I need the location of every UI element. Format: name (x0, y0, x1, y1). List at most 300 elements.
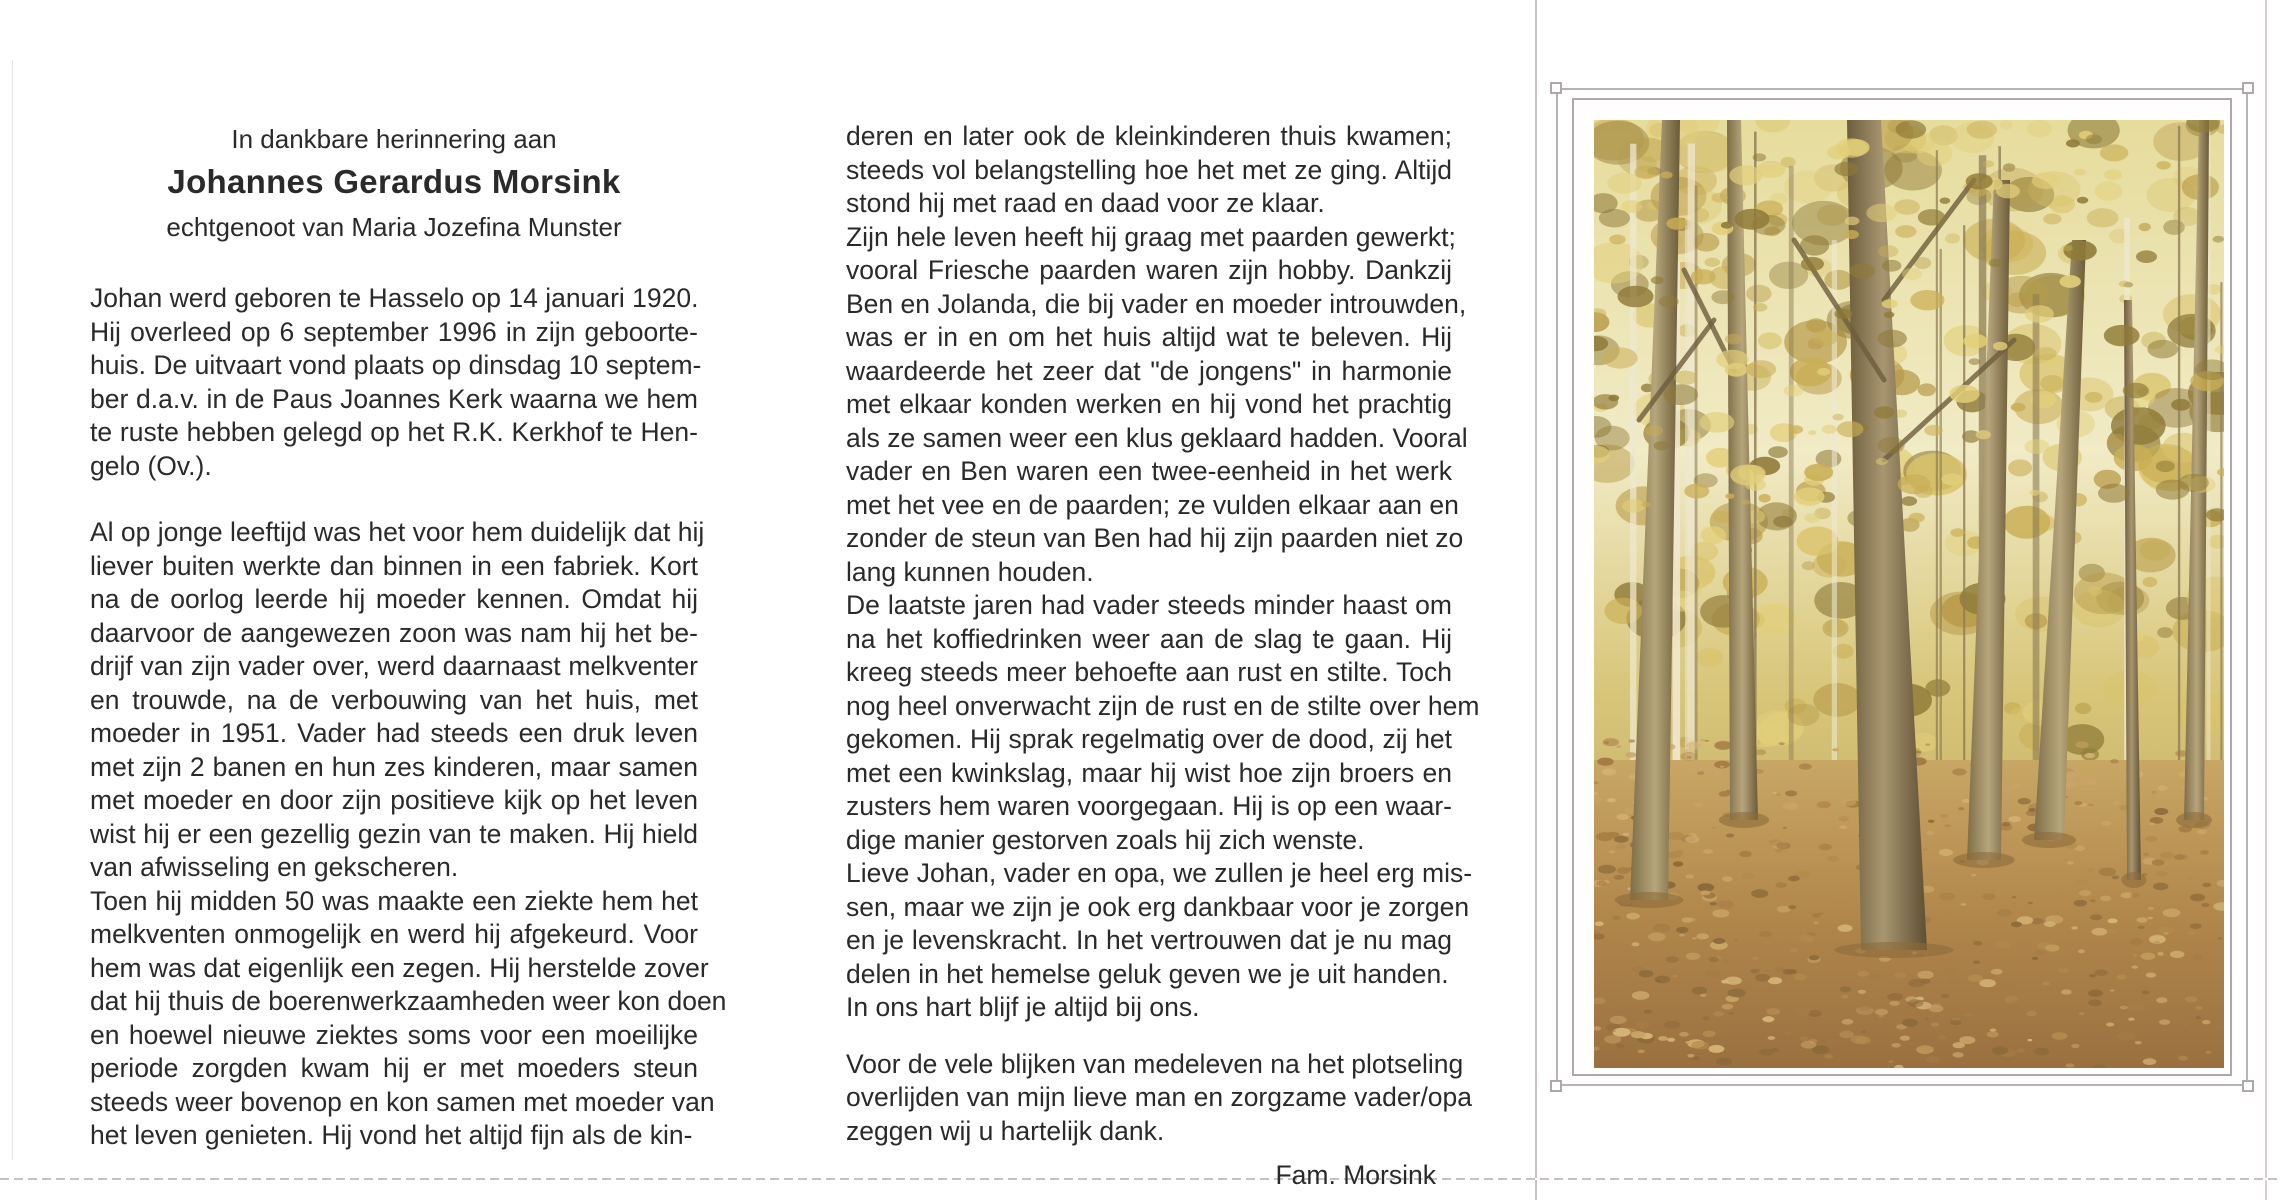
ground-leaf (1728, 989, 1746, 998)
foliage-blob (2040, 375, 2064, 392)
ground-leaf (1801, 1041, 1817, 1049)
foliage-blob (2143, 577, 2158, 587)
ground-leaf (1783, 827, 1787, 829)
text-line: gelo (Ov.). (90, 450, 212, 481)
foreground-leaf (2011, 403, 2026, 412)
foreground-leaf (2136, 250, 2157, 263)
right-edge-line (2265, 0, 2267, 1200)
text-line: Lieve Johan, vader en opa, we zullen je heel erg mis- (846, 858, 1473, 888)
ground-leaf (1888, 1060, 1893, 1063)
foliage-blob (2075, 703, 2091, 714)
autumn-forest-photo (1594, 120, 2224, 1068)
ground-leaf (2179, 855, 2188, 859)
ground-leaf (1656, 980, 1661, 983)
ground-leaf (2088, 990, 2103, 997)
ground-leaf (1772, 792, 1776, 794)
foreground-leaf (1602, 347, 1637, 368)
ground-leaf (1697, 771, 1704, 775)
family-signature: Fam. Morsink (1275, 1160, 1436, 1190)
ground-leaf (1971, 874, 1976, 876)
foliage-blob (1945, 233, 1960, 243)
background-trunk (1630, 144, 1636, 820)
foliage-blob (1813, 683, 1861, 717)
ground-leaf (1679, 934, 1684, 937)
foreground-leaf (1753, 303, 1767, 312)
foreground-leaf (2035, 347, 2057, 360)
ground-leaf (1759, 1049, 1773, 1056)
ground-leaf (1636, 1021, 1649, 1028)
foreground-leaf (2213, 236, 2224, 243)
text-line: Toen hij midden 50 was maakte een ziekte hem het (90, 885, 698, 916)
ground-leaf (1692, 987, 1708, 995)
ground-leaf (2071, 926, 2078, 929)
text-line: Zijn hele leven heeft hij graag met paarden gewerkt; (846, 221, 1456, 252)
ground-leaf (2031, 918, 2044, 924)
ground-leaf (1841, 995, 1849, 999)
ground-leaf (2026, 1011, 2037, 1017)
ground-leaf (2145, 767, 2150, 769)
ground-leaf (1838, 925, 1853, 932)
foreground-leaf (1725, 334, 1743, 345)
foreground-leaf (2104, 169, 2122, 180)
foliage-blob (1824, 270, 1852, 290)
ground-leaf (1992, 1046, 2009, 1054)
background-trunk (1832, 240, 1837, 820)
bio-paragraph-middle (846, 120, 1480, 1025)
foliage-blob (2095, 181, 2123, 200)
foreground-leaf (1618, 286, 1654, 308)
foreground-leaf (1725, 494, 1734, 499)
foreground-leaf (1804, 464, 1833, 481)
ground-leaf (2151, 1002, 2156, 1004)
ground-leaf (1796, 1011, 1801, 1013)
ground-leaf (1814, 921, 1819, 924)
foreground-leaf (1983, 160, 1995, 167)
foreground-leaf (1716, 350, 1748, 369)
foreground-leaf (1942, 473, 1963, 485)
ground-leaf (2100, 896, 2111, 902)
ground-leaf (1941, 994, 1949, 998)
ground-leaf (2074, 801, 2082, 805)
foreground-leaf (1813, 330, 1839, 345)
foreground-leaf (1894, 199, 1920, 214)
foreground-leaf (2100, 144, 2128, 161)
ground-leaf (1691, 1041, 1709, 1050)
ground-leaf (1638, 1050, 1645, 1054)
ground-leaf (2135, 1041, 2142, 1045)
text-line: lang kunnen houden. (846, 556, 1094, 587)
foreground-leaf (1822, 425, 1837, 434)
foreground-leaf (1721, 222, 1733, 229)
ground-leaf (1739, 851, 1751, 857)
foreground-leaf (2098, 484, 2130, 503)
ground-leaf (1717, 900, 1734, 909)
fold-line (1535, 0, 1537, 1200)
foreground-leaf (1993, 342, 2008, 351)
text-line: zonder de steun van Ben had hij zijn paarden niet zo (846, 523, 1464, 553)
ground-leaf (1700, 994, 1706, 997)
ground-leaf (2143, 853, 2149, 856)
ground-leaf (2065, 781, 2078, 788)
foreground-leaf (2025, 305, 2054, 322)
ground-leaf (1875, 1009, 1888, 1016)
foreground-leaf (1768, 446, 1788, 458)
text-column-left (90, 122, 727, 1153)
ground-leaf (1602, 768, 1617, 775)
trunk-shadow (1835, 942, 1954, 958)
foreground-leaf (1951, 528, 1965, 537)
ground-leaf (2102, 982, 2115, 989)
text-line: In ons hart blijf je altijd bij ons. (846, 992, 1200, 1022)
foliage-blob (1701, 526, 1726, 544)
ground-leaf (1658, 1036, 1668, 1041)
text-line: met het vee en de paarden; ze vulden elkaar aan en (846, 489, 1459, 520)
ground-leaf (2154, 808, 2168, 815)
foreground-leaf (1674, 371, 1698, 385)
text-line: en je levenskracht. In het vertrouwen dat je nu mag (846, 925, 1452, 955)
foreground-leaf (1712, 193, 1728, 203)
text-line: moeder in 1951. Vader had steeds een druk leven (90, 718, 698, 748)
bio-intro-paragraph (90, 282, 702, 483)
ground-leaf (1858, 990, 1866, 994)
foliage-blob (1605, 598, 1643, 624)
foreground-leaf (1884, 312, 1895, 318)
foreground-leaf (1645, 425, 1663, 436)
ground-leaf (1944, 824, 1951, 827)
foreground-leaf (1745, 478, 1766, 491)
text-line: drijf van zijn vader over, werd daarnaast melkventer (90, 651, 698, 681)
text-line: hem was dat eigenlijk een zegen. Hij herstelde zover (90, 952, 709, 983)
foreground-leaf (2086, 134, 2102, 144)
foreground-leaf (1773, 516, 1792, 528)
ground-leaf (2195, 1006, 2202, 1009)
foreground-leaf (1622, 499, 1645, 513)
ground-leaf (1839, 1031, 1854, 1038)
ground-leaf (1623, 833, 1630, 836)
ground-leaf (1959, 1036, 1975, 1044)
ground-leaf (1616, 745, 1621, 748)
ground-leaf (2018, 798, 2031, 805)
foreground-leaf (1827, 145, 1851, 159)
ground-leaf (1668, 832, 1684, 840)
trunk-shadow (1953, 852, 2014, 868)
forest-illustration (1594, 120, 2224, 1068)
foreground-leaf (2123, 383, 2149, 399)
ground-leaf (1939, 893, 1955, 901)
ground-leaf (1604, 741, 1609, 743)
text-line: ber d.a.v. in de Paus Joannes Kerk waarna we hem (90, 383, 698, 414)
ground-leaf (2143, 774, 2158, 782)
ground-leaf (2143, 1058, 2157, 1065)
ground-leaf (2028, 1039, 2033, 1041)
ground-leaf (1929, 1005, 1944, 1012)
foreground-leaf (1874, 406, 1895, 418)
ground-leaf (2197, 829, 2207, 834)
ground-leaf (1953, 1052, 1964, 1058)
foreground-leaf (2025, 439, 2050, 454)
text-line: daarvoor de aangewezen zoon was nam hij het be- (90, 617, 698, 648)
ground-leaf (1692, 937, 1696, 939)
text-line: Al op jonge leeftijd was het voor hem duidelijk dat hij (90, 517, 705, 547)
bio-paragraph-left (90, 516, 727, 1153)
ground-leaf (2045, 945, 2059, 952)
ground-leaf (1766, 1008, 1780, 1015)
left-crease-line (12, 60, 13, 1160)
foreground-leaf (1654, 441, 1670, 450)
ground-leaf (1817, 801, 1831, 808)
ground-leaf (1979, 979, 1996, 987)
foreground-leaf (2085, 392, 2103, 403)
ground-leaf (1705, 970, 1720, 978)
foliage-blob (2108, 434, 2127, 447)
ground-leaf (1995, 941, 2011, 949)
ground-leaf (1712, 909, 1729, 917)
foreground-leaf (1711, 290, 1734, 304)
text-line: steeds vol belangstelling hoe het met ze ging. Altijd (846, 154, 1452, 185)
foliage-blob (1696, 648, 1723, 667)
text-line: dat hij thuis de boerenwerkzaamheden weer kon doen (90, 986, 727, 1016)
ground-leaf (1607, 832, 1619, 838)
ground-leaf (2013, 1013, 2018, 1015)
foliage-blob (2027, 120, 2052, 137)
ground-leaf (1968, 974, 1983, 981)
spouse-line: echtgenoot van Maria Jozefina Munster (166, 212, 622, 242)
ground-leaf (1973, 941, 1982, 946)
ground-leaf (2079, 890, 2091, 896)
foreground-leaf (1901, 496, 1917, 506)
ground-leaf (1665, 956, 1678, 963)
ground-leaf (2148, 907, 2154, 910)
ground-leaf (2101, 821, 2111, 826)
ground-leaf (1751, 889, 1768, 898)
ground-leaf (2079, 949, 2085, 952)
ground-leaf (1702, 1016, 1710, 1020)
text-column-middle (846, 120, 1480, 1192)
text-line: met zijn 2 banen en hun zes kinderen, maar samen (90, 751, 698, 782)
foreground-leaf (1832, 414, 1843, 421)
ground-leaf (2141, 953, 2156, 960)
ground-leaf (1729, 1012, 1734, 1015)
ground-leaf (2089, 974, 2096, 977)
text-line: als ze samen weer een klus geklaard hadden. Vooral (846, 422, 1468, 453)
foreground-leaf (1784, 385, 1804, 397)
ground-leaf (1680, 752, 1698, 761)
ground-leaf (2159, 1019, 2170, 1025)
foliage-blob (1713, 511, 1731, 524)
foreground-leaf (1634, 165, 1657, 179)
text-line: De laatste jaren had vader steeds minder haast om (846, 590, 1452, 620)
ground-leaf (1866, 958, 1871, 961)
ground-leaf (2088, 804, 2094, 807)
text-line: Johan werd geboren te Hasselo op 14 januari 1920. (90, 283, 699, 313)
text-line: melkventen onmogelijk en werd hij afgekeurd. Voor (90, 919, 698, 949)
ground-leaf (2090, 899, 2095, 902)
text-line: Hij overleed op 6 september 1996 in zijn geboorte- (90, 316, 698, 347)
ground-leaf (2071, 1044, 2079, 1048)
foreground-leaf (1895, 225, 1916, 238)
foreground-leaf (1641, 502, 1650, 508)
foreground-leaf (1659, 296, 1679, 308)
ground-leaf (1987, 1031, 1999, 1037)
ground-leaf (1776, 794, 1781, 796)
ground-leaf (1694, 803, 1702, 807)
ground-leaf (2075, 879, 2088, 885)
foreground-leaf (1902, 268, 1922, 280)
ground-leaf (1928, 820, 1935, 823)
ground-leaf (1696, 933, 1709, 939)
ground-leaf (1964, 1012, 1974, 1017)
foreground-leaf (1651, 276, 1664, 284)
ground-leaf (2190, 894, 2205, 902)
ground-leaf (2202, 883, 2211, 887)
ground-leaf (1952, 768, 1966, 775)
foreground-leaf (2063, 245, 2073, 251)
text-line: met moeder en door zijn positieve kijk op het leven (90, 785, 698, 815)
foreground-leaf (1882, 299, 1898, 308)
foreground-leaf (1918, 209, 1945, 225)
foreground-leaf (2032, 172, 2060, 189)
ground-leaf (2155, 871, 2167, 877)
foliage-blob (1918, 383, 1936, 396)
foreground-leaf (2087, 208, 2119, 227)
background-trunk (1789, 166, 1794, 820)
ground-leaf (2087, 868, 2095, 872)
ground-leaf (1613, 1028, 1631, 1037)
foreground-leaf (1849, 263, 1875, 279)
text-line: vader en Ben waren een twee-eenheid in het werk (846, 456, 1452, 486)
ground-leaf (2116, 974, 2127, 979)
foreground-leaf (1967, 121, 1997, 139)
ground-leaf (1701, 890, 1711, 895)
text-line: van afwisseling en gekscheren. (90, 852, 459, 882)
ground-leaf (1959, 777, 1967, 781)
ground-leaf (2158, 786, 2168, 791)
foreground-leaf (1909, 513, 1925, 523)
foreground-leaf (1804, 513, 1820, 523)
text-line: gekomen. Hij sprak regelmatig over de dood, zij het (846, 724, 1452, 754)
ground-leaf (2163, 932, 2168, 935)
foreground-leaf (1808, 430, 1816, 435)
ground-leaf (1839, 816, 1849, 821)
text-line: delen in het hemelse geluk geven we je uit handen. (846, 958, 1449, 989)
ground-leaf (1990, 1029, 1997, 1032)
ground-leaf (2044, 921, 2056, 927)
foreground-leaf (1996, 184, 2020, 199)
ground-leaf (2138, 926, 2145, 930)
ground-leaf (1949, 977, 1961, 983)
ground-leaf (1958, 807, 1964, 810)
ground-leaf (1768, 1036, 1776, 1040)
ground-leaf (1943, 762, 1951, 766)
frame-corner-top-left (1550, 82, 1562, 94)
foliage-blob (2157, 627, 2173, 638)
ground-leaf (1714, 741, 1732, 750)
ground-leaf (2170, 951, 2185, 958)
ground-leaf (1598, 865, 1616, 874)
foreground-leaf (1844, 230, 1859, 239)
ground-leaf (1891, 1043, 1900, 1048)
ground-leaf (1609, 850, 1616, 853)
ground-leaf (1676, 927, 1688, 933)
foreground-leaf (1877, 330, 1907, 348)
ground-leaf (1734, 939, 1739, 941)
ground-leaf (2032, 957, 2039, 960)
background-trunk (2033, 294, 2040, 820)
foreground-leaf (2171, 399, 2191, 411)
ground-leaf (2146, 972, 2156, 977)
ground-leaf (1943, 919, 1949, 922)
foreground-leaf (2077, 197, 2088, 204)
ground-leaf (2132, 966, 2138, 969)
ground-leaf (2061, 989, 2072, 994)
ground-leaf (1687, 1054, 1694, 1058)
ground-leaf (1705, 740, 1709, 742)
ground-leaf (2187, 877, 2193, 880)
background-trunk (1940, 249, 1943, 820)
ground-leaf (1596, 881, 1607, 886)
ground-leaf (2090, 914, 2102, 920)
ground-leaf (1708, 957, 1719, 962)
ground-leaf (1943, 967, 1958, 975)
foreground-leaf (1866, 204, 1897, 222)
ground-leaf (1616, 814, 1629, 820)
foliage-blob (2139, 223, 2151, 232)
thanks-paragraph (846, 1048, 1473, 1149)
ground-leaf (1686, 953, 1701, 960)
foreground-leaf (1989, 259, 2003, 267)
ground-leaf (1716, 1058, 1732, 1066)
foreground-leaf (1789, 425, 1804, 434)
foreground-leaf (2104, 325, 2140, 346)
ground-leaf (1725, 977, 1742, 985)
ground-leaf (2200, 850, 2209, 854)
foreground-leaf (1729, 165, 1762, 185)
ground-leaf (2009, 816, 2022, 822)
ground-leaf (2110, 759, 2118, 763)
ground-leaf (1842, 1019, 1854, 1025)
ground-leaf (2066, 1063, 2075, 1067)
ground-leaf (1685, 1041, 1690, 1043)
ground-leaf (1700, 739, 1705, 742)
ground-leaf (2193, 955, 2203, 960)
ground-leaf (2058, 968, 2069, 973)
foreground-leaf (2119, 281, 2130, 288)
ground-leaf (2099, 868, 2116, 877)
ground-leaf (1620, 782, 1630, 787)
foliage-blob (1926, 679, 1951, 696)
text-line: nog heel onverwacht zijn de rust en de stilte over hem (846, 690, 1480, 721)
ground-leaf (1716, 892, 1721, 894)
ground-leaf (1625, 752, 1636, 758)
foreground-leaf (2147, 340, 2178, 359)
ground-leaf (2067, 861, 2073, 864)
foreground-leaf (1876, 458, 1888, 465)
ground-leaf (1973, 960, 1980, 964)
text-line: periode zorgden kwam hij er met moeders steun (90, 1053, 698, 1083)
ground-leaf (2011, 922, 2022, 928)
ground-leaf (2080, 777, 2097, 785)
text-line: te ruste hebben gelegd op het R.K. Kerkhof te Hen- (90, 417, 698, 447)
foreground-leaf (1834, 309, 1852, 320)
foreground-leaf (1621, 200, 1642, 213)
background-trunk (2178, 126, 2180, 820)
ground-leaf (1940, 814, 1948, 818)
ground-leaf (1713, 1011, 1724, 1016)
ground-leaf (1916, 1045, 1934, 1054)
foliage-blob (1746, 285, 1771, 303)
foreground-leaf (1661, 171, 1673, 178)
ground-leaf (2182, 1023, 2188, 1026)
